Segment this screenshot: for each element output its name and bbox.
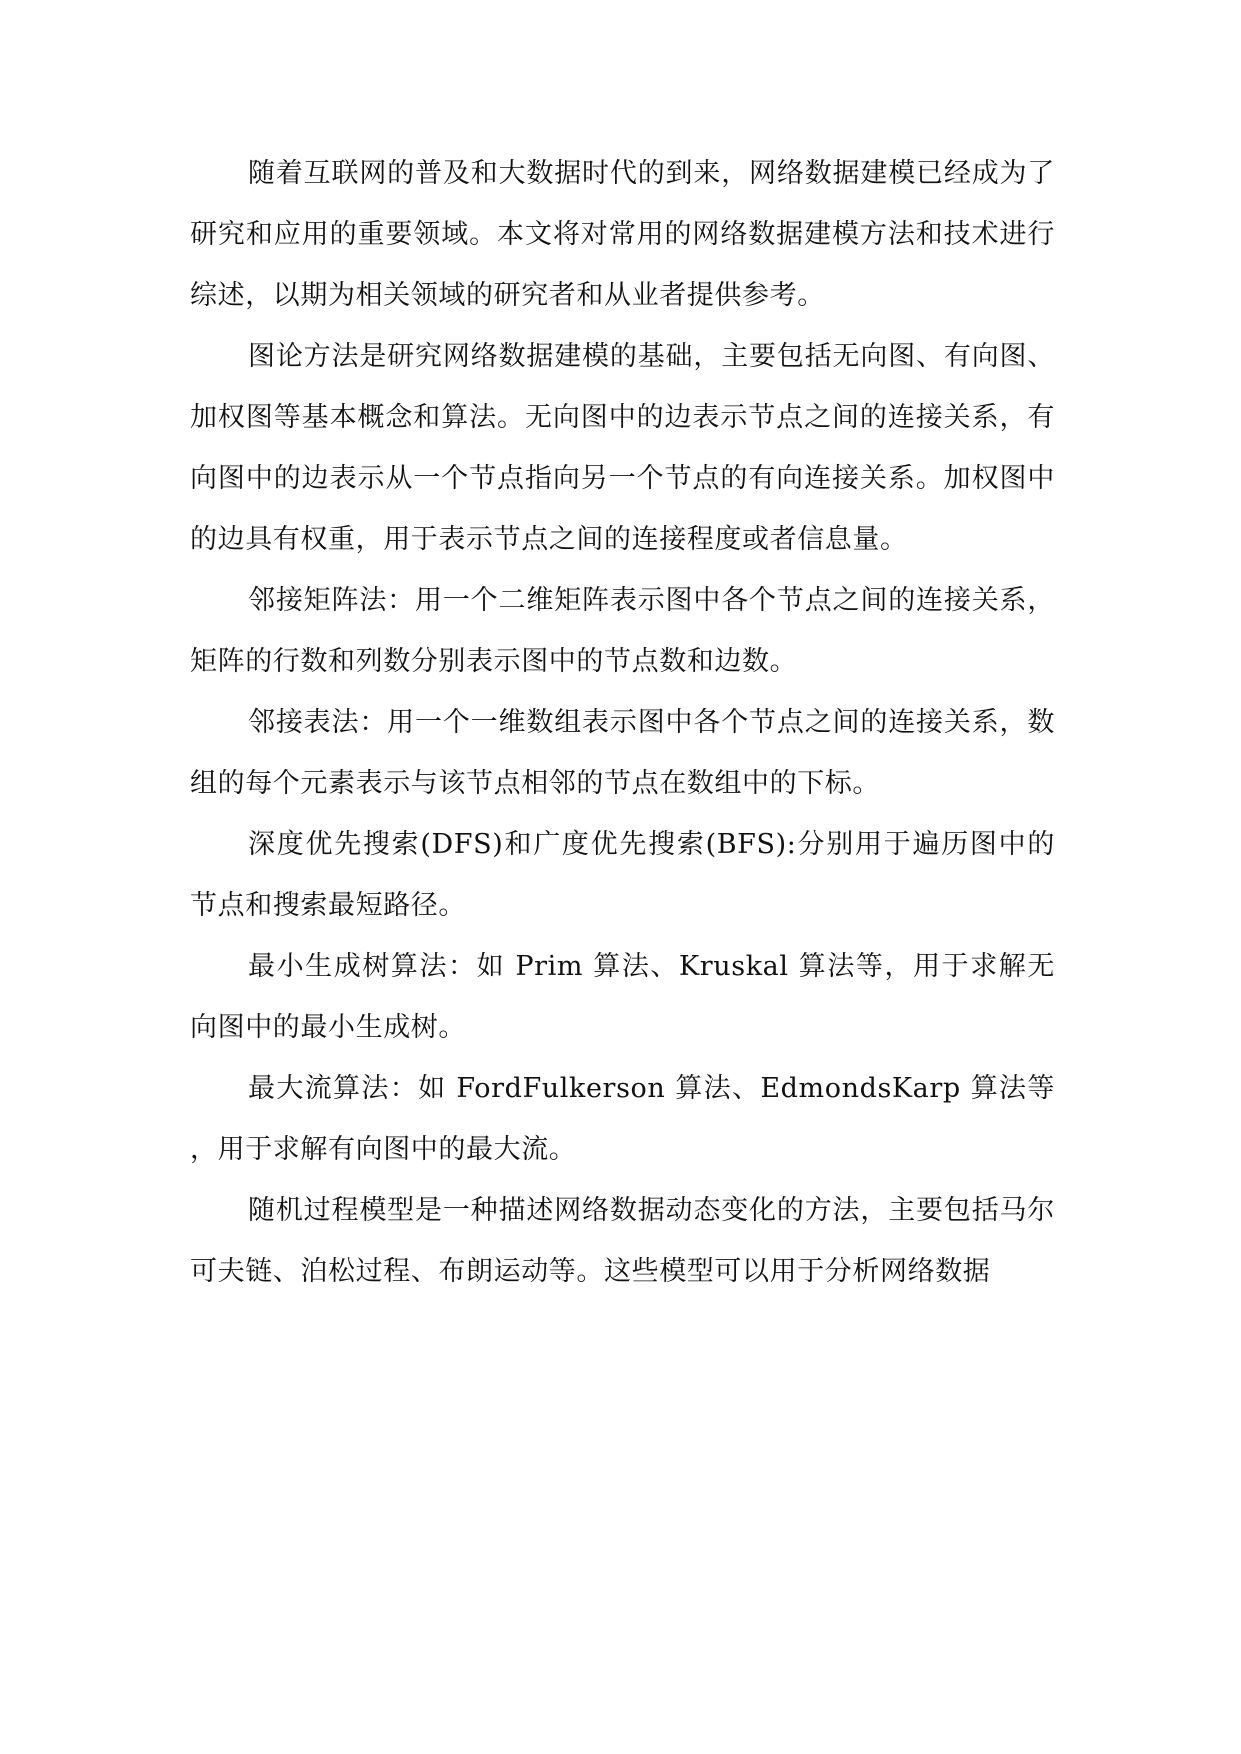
document-body [190,143,1055,1302]
paragraph-intro: 随着互联网的普及和大数据时代的到来，网络数据建模已经成为了研究和应用的重要领域。本文将对常用的网络数据建模方法和技术进行综述，以期为相关领域的研究者和从业者提供参考。 [190,158,1055,311]
paragraph-graph-theory: 图论方法是研究网络数据建模的基础，主要包括无向图、有向图、加权图等基本概念和算法。无向图中的边表示节点之间的连接关系，有向图中的边表示从一个节点指向另一个节点的有向连接关系。加权图中的边具有权重，用于表示节点之间的连接程度或者信息量。 [190,341,1055,555]
paragraph-mst: 最小生成树算法：如 Prim 算法、Kruskal 算法等，用于求解无向图中的最小生成树。 [190,951,1055,1043]
paragraph-dfs-bfs: 深度优先搜索(DFS)和广度优先搜索(BFS):分别用于遍历图中的节点和搜索最短路径。 [190,829,1055,921]
paragraph-max-flow: 最大流算法：如 FordFulkerson 算法、EdmondsKarp 算法等，用于求解有向图中的最大流。 [190,1073,1055,1165]
paragraph-stochastic: 随机过程模型是一种描述网络数据动态变化的方法，主要包括马尔可夫链、泊松过程、布朗运动等。这些模型可以用于分析网络数据 [190,1195,1055,1287]
paragraph-adjacency-list: 邻接表法：用一个一维数组表示图中各个节点之间的连接关系，数组的每个元素表示与该节点相邻的节点在数组中的下标。 [190,707,1055,799]
paragraph-adjacency-matrix: 邻接矩阵法：用一个二维矩阵表示图中各个节点之间的连接关系，矩阵的行数和列数分别表示图中的节点数和边数。 [190,585,1055,677]
